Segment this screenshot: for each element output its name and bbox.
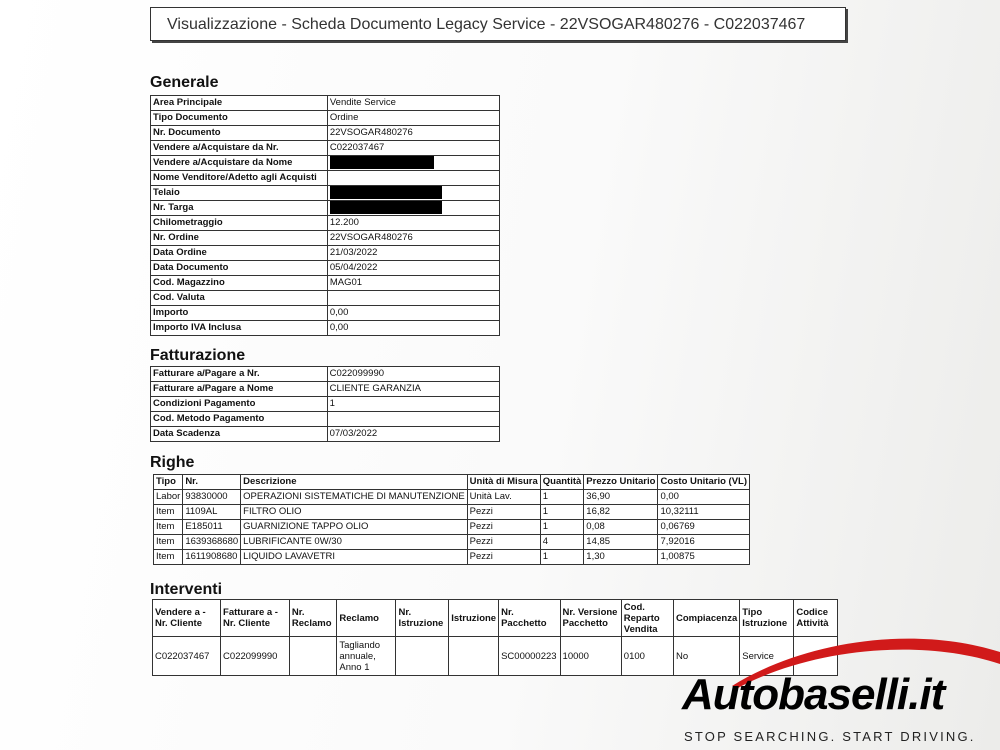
column-header: Nr. bbox=[183, 475, 241, 490]
table-cell: 1,00875 bbox=[658, 550, 750, 565]
table-row bbox=[151, 141, 500, 156]
table-cell: LIQUIDO LAVAVETRI bbox=[241, 550, 468, 565]
generale-field-value: 12.200 bbox=[327, 216, 499, 231]
column-header: Nr. Istruzione bbox=[396, 600, 449, 637]
column-header: Nr. Reclamo bbox=[289, 600, 336, 637]
generale-field-label: Vendere a/Acquistare da Nr. bbox=[151, 141, 328, 156]
table-cell: No bbox=[674, 637, 740, 676]
generale-field-value: 22VSOGAR480276 bbox=[327, 126, 499, 141]
generale-field-value: 22VSOGAR480276 bbox=[327, 231, 499, 246]
generale-field-value bbox=[327, 156, 499, 171]
column-header: Fatturare a - Nr. Cliente bbox=[221, 600, 290, 637]
table-cell: GUARNIZIONE TAPPO OLIO bbox=[241, 520, 468, 535]
table-cell: 4 bbox=[540, 535, 584, 550]
generale-field-value: Vendite Service bbox=[327, 96, 499, 111]
column-header: Prezzo Unitario bbox=[584, 475, 658, 490]
generale-field-value: C022037467 bbox=[327, 141, 499, 156]
table-cell: Pezzi bbox=[467, 520, 540, 535]
table-cell: FILTRO OLIO bbox=[241, 505, 468, 520]
table-cell: 1611908680 bbox=[183, 550, 241, 565]
generale-field-value bbox=[327, 171, 499, 186]
table-row bbox=[151, 111, 500, 126]
table-row bbox=[151, 382, 500, 397]
section-title-righe: Righe bbox=[150, 454, 195, 471]
table-cell: LUBRIFICANTE 0W/30 bbox=[241, 535, 468, 550]
generale-field-label: Area Principale bbox=[151, 96, 328, 111]
table-cell: Item bbox=[154, 535, 183, 550]
generale-field-label: Tipo Documento bbox=[151, 111, 328, 126]
table-cell: 0,00 bbox=[658, 490, 750, 505]
table-cell: 36,90 bbox=[584, 490, 658, 505]
table-row bbox=[151, 427, 500, 442]
table-cell bbox=[449, 637, 499, 676]
table-row bbox=[151, 231, 500, 246]
logo-tagline: STOP SEARCHING. START DRIVING. bbox=[684, 729, 976, 744]
table-cell: 1,30 bbox=[584, 550, 658, 565]
generale-field-value: 21/03/2022 bbox=[327, 246, 499, 261]
table-cell: Pezzi bbox=[467, 550, 540, 565]
redaction-bar bbox=[330, 186, 442, 199]
section-title-generale: Generale bbox=[150, 74, 219, 91]
table-cell: 1 bbox=[540, 520, 584, 535]
table-cell: Pezzi bbox=[467, 535, 540, 550]
table-row bbox=[154, 505, 750, 520]
table-row bbox=[154, 550, 750, 565]
table-row bbox=[151, 201, 500, 216]
table-cell: SC00000223 bbox=[499, 637, 560, 676]
table-cell: Item bbox=[154, 550, 183, 565]
fatturazione-field-label: Condizioni Pagamento bbox=[151, 397, 328, 412]
logo-wordmark: Autobaselli.it bbox=[682, 670, 945, 719]
column-header: Codice Attività bbox=[794, 600, 838, 637]
fatturazione-field-value bbox=[327, 412, 499, 427]
column-header: Descrizione bbox=[241, 475, 468, 490]
fatturazione-field-value: 1 bbox=[327, 397, 499, 412]
column-header: Nr. Versione Pacchetto bbox=[560, 600, 621, 637]
section-title-interventi: Interventi bbox=[150, 581, 223, 598]
table-cell: 0,08 bbox=[584, 520, 658, 535]
table-cell: 1 bbox=[540, 505, 584, 520]
table-row bbox=[151, 186, 500, 201]
table-cell: 1 bbox=[540, 490, 584, 505]
generale-field-value: MAG01 bbox=[327, 276, 499, 291]
column-header: Compiacenza bbox=[674, 600, 740, 637]
table-row bbox=[151, 306, 500, 321]
generale-field-label: Vendere a/Acquistare da Nome bbox=[151, 156, 328, 171]
generale-field-label: Nome Venditore/Adetto agli Acquisti bbox=[151, 171, 328, 186]
table-cell: Item bbox=[154, 520, 183, 535]
generale-field-label: Chilometraggio bbox=[151, 216, 328, 231]
generale-table bbox=[150, 95, 500, 336]
table-row bbox=[151, 261, 500, 276]
generale-field-label: Nr. Targa bbox=[151, 201, 328, 216]
table-row bbox=[151, 367, 500, 382]
column-header: Costo Unitario (VL) bbox=[658, 475, 750, 490]
table-cell: 14,85 bbox=[584, 535, 658, 550]
fatturazione-field-value: CLIENTE GARANZIA bbox=[327, 382, 499, 397]
column-header: Nr. Pacchetto bbox=[499, 600, 560, 637]
column-header: Tipo Istruzione bbox=[740, 600, 794, 637]
table-row bbox=[151, 156, 500, 171]
fatturazione-field-value: C022099990 bbox=[327, 367, 499, 382]
table-row bbox=[151, 126, 500, 141]
table-cell: 10,32111 bbox=[658, 505, 750, 520]
redaction-bar bbox=[330, 201, 442, 214]
righe-table bbox=[153, 474, 750, 565]
table-cell: Service bbox=[740, 637, 794, 676]
column-header: Vendere a - Nr. Cliente bbox=[153, 600, 221, 637]
generale-field-label: Nr. Documento bbox=[151, 126, 328, 141]
table-row bbox=[154, 520, 750, 535]
generale-field-label: Data Ordine bbox=[151, 246, 328, 261]
fatturazione-table bbox=[150, 366, 500, 442]
table-cell: 1109AL bbox=[183, 505, 241, 520]
generale-field-label: Data Documento bbox=[151, 261, 328, 276]
table-cell: 7,92016 bbox=[658, 535, 750, 550]
generale-field-value: Ordine bbox=[327, 111, 499, 126]
table-cell bbox=[396, 637, 449, 676]
table-cell: C022037467 bbox=[153, 637, 221, 676]
generale-field-value: 05/04/2022 bbox=[327, 261, 499, 276]
column-header: Reclamo bbox=[337, 600, 396, 637]
table-cell: 1639368680 bbox=[183, 535, 241, 550]
redaction-bar bbox=[330, 156, 434, 169]
table-cell: 10000 bbox=[560, 637, 621, 676]
column-header: Tipo bbox=[154, 475, 183, 490]
table-cell: 16,82 bbox=[584, 505, 658, 520]
generale-field-value bbox=[327, 291, 499, 306]
fatturazione-field-label: Data Scadenza bbox=[151, 427, 328, 442]
page-title: Visualizzazione - Scheda Documento Legacy Service - 22VSOGAR480276 - C022037467 bbox=[150, 7, 846, 41]
table-cell: Unità Lav. bbox=[467, 490, 540, 505]
column-header: Istruzione bbox=[449, 600, 499, 637]
table-row bbox=[154, 535, 750, 550]
table-row bbox=[151, 321, 500, 336]
fatturazione-field-label: Fatturare a/Pagare a Nr. bbox=[151, 367, 328, 382]
table-cell: 0100 bbox=[621, 637, 673, 676]
fatturazione-field-label: Fatturare a/Pagare a Nome bbox=[151, 382, 328, 397]
table-cell: Pezzi bbox=[467, 505, 540, 520]
table-row bbox=[151, 276, 500, 291]
generale-field-label: Telaio bbox=[151, 186, 328, 201]
table-row bbox=[151, 216, 500, 231]
generale-field-label: Cod. Valuta bbox=[151, 291, 328, 306]
section-title-fatturazione: Fatturazione bbox=[150, 347, 246, 364]
generale-field-value: 0,00 bbox=[327, 321, 499, 336]
generale-field-label: Nr. Ordine bbox=[151, 231, 328, 246]
table-row bbox=[151, 397, 500, 412]
autobaselli-logo bbox=[672, 628, 1000, 750]
table-cell: OPERAZIONI SISTEMATICHE DI MANUTENZIONE bbox=[241, 490, 468, 505]
table-cell: Item bbox=[154, 505, 183, 520]
table-row bbox=[154, 490, 750, 505]
table-row bbox=[151, 291, 500, 306]
column-header: Quantità bbox=[540, 475, 584, 490]
table-row bbox=[151, 171, 500, 186]
generale-field-label: Cod. Magazzino bbox=[151, 276, 328, 291]
table-cell: Tagliando annuale, Anno 1 bbox=[337, 637, 396, 676]
fatturazione-field-label: Cod. Metodo Pagamento bbox=[151, 412, 328, 427]
generale-field-value bbox=[327, 201, 499, 216]
table-cell: Labor bbox=[154, 490, 183, 505]
generale-field-label: Importo IVA Inclusa bbox=[151, 321, 328, 336]
table-cell bbox=[289, 637, 336, 676]
column-header: Cod. Reparto Vendita bbox=[621, 600, 673, 637]
table-row bbox=[151, 412, 500, 427]
table-cell: 93830000 bbox=[183, 490, 241, 505]
table-row bbox=[151, 96, 500, 111]
table-cell: E185011 bbox=[183, 520, 241, 535]
column-header: Unità di Misura bbox=[467, 475, 540, 490]
table-cell: C022099990 bbox=[221, 637, 290, 676]
table-cell: 1 bbox=[540, 550, 584, 565]
table-cell: 0,06769 bbox=[658, 520, 750, 535]
generale-field-label: Importo bbox=[151, 306, 328, 321]
generale-field-value: 0,00 bbox=[327, 306, 499, 321]
table-row bbox=[151, 246, 500, 261]
generale-field-value bbox=[327, 186, 499, 201]
fatturazione-field-value: 07/03/2022 bbox=[327, 427, 499, 442]
